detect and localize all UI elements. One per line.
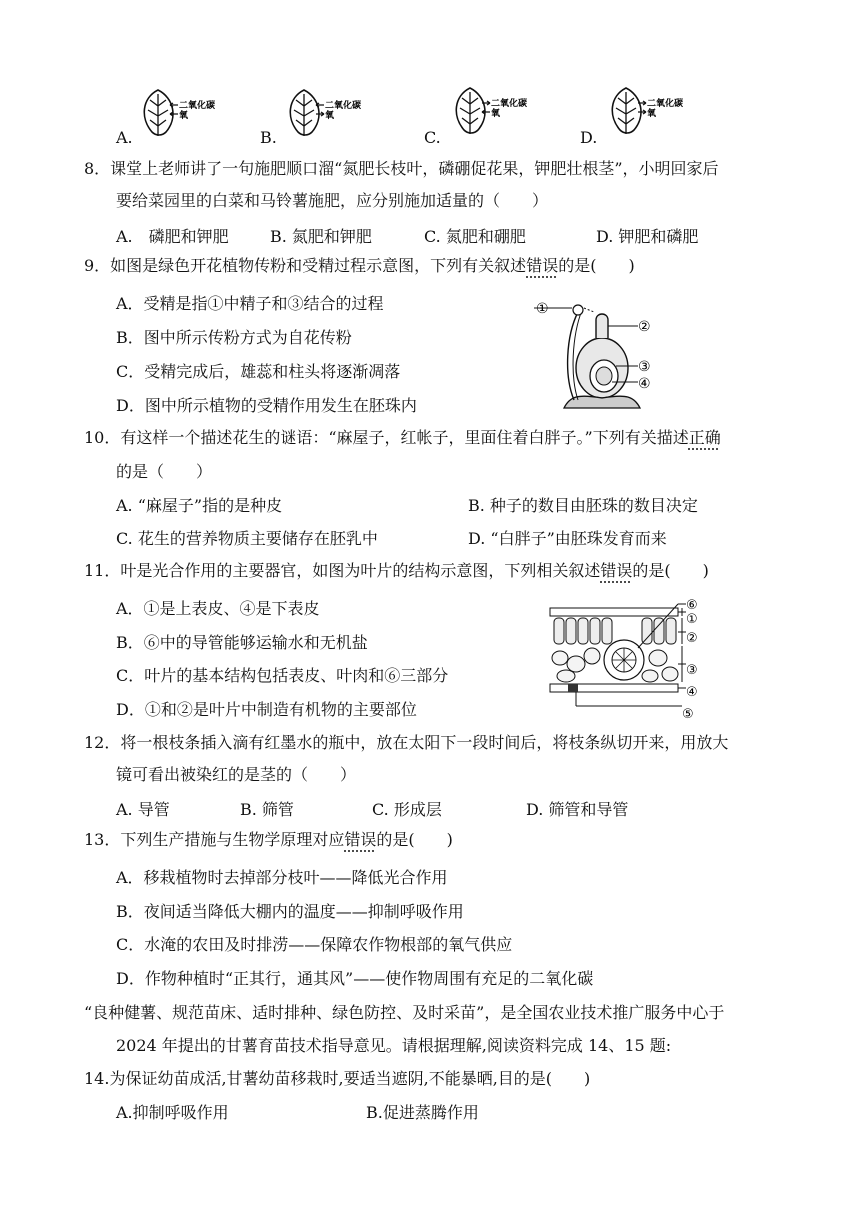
flower-pollination-diagram bbox=[534, 296, 694, 416]
q13-option-b: B．夜间适当降低大棚内的温度——抑制呼吸作用 bbox=[116, 902, 464, 921]
q13-stem-emphasis: 错误 bbox=[344, 830, 377, 849]
q7-option-c: C. bbox=[424, 128, 441, 147]
q10-stem-line1 bbox=[84, 428, 721, 447]
q13-stem bbox=[84, 830, 453, 849]
q14-option-b: B.促进蒸腾作用 bbox=[366, 1103, 479, 1122]
q11-option-d: D．①和②是叶片中制造有机物的主要部位 bbox=[116, 700, 417, 719]
leaf-diagram-c bbox=[450, 86, 540, 136]
leaf-diagram-b bbox=[284, 88, 374, 138]
leaf-diagram-d bbox=[606, 86, 696, 136]
q10-option-a: A. “麻屋子”指的是种皮 bbox=[116, 496, 283, 515]
q12-stem-line1: 12．将一根枝条插入滴有红墨水的瓶中，放在太阳下一段时间后，将枝条纵切开来，用放大 bbox=[84, 733, 729, 752]
q10-stem-a: 10．有这样一个描述花生的谜语：“麻屋子，红帐子，里面住着白胖子。”下列有关描述 bbox=[84, 428, 689, 447]
leaf-c-o2-label: 氧 bbox=[491, 109, 501, 119]
leaf-c-co2-label: 二氧化碳 bbox=[491, 99, 528, 109]
q8-option-b: B. 氮肥和钾肥 bbox=[270, 227, 372, 246]
q9-fig-label-3: ③ bbox=[638, 359, 651, 375]
material-line1: “良种健薯、规范苗床、适时排种、绿色防控、及时采苗”，是全国农业技术推广服务中心于 bbox=[84, 1003, 725, 1022]
q11-stem bbox=[84, 561, 709, 580]
q13-stem-b: 的是( ) bbox=[376, 830, 453, 849]
q9-stem-emphasis: 错误 bbox=[526, 256, 559, 275]
q9-option-d: D．图中所示植物的受精作用发生在胚珠内 bbox=[116, 396, 417, 415]
q13-stem-a: 13．下列生产措施与生物学原理对应 bbox=[84, 830, 345, 849]
leaf-b-o2-label: 氧 bbox=[325, 111, 335, 121]
q8-stem-line2: 要给菜园里的白菜和马铃薯施肥，应分别施加适量的（ ） bbox=[116, 191, 549, 210]
q11-option-b: B．⑥中的导管能够运输水和无机盐 bbox=[116, 633, 368, 652]
q11-fig-label-6: ⑥ bbox=[686, 598, 698, 613]
q11-option-a: A．①是上表皮、④是下表皮 bbox=[116, 599, 320, 618]
q13-option-c: C．水淹的农田及时排涝——保障农作物根部的氧气供应 bbox=[116, 935, 513, 954]
q12-option-d: D. 筛管和导管 bbox=[526, 800, 629, 819]
q8-option-a: A. 磷肥和钾肥 bbox=[116, 227, 229, 246]
q11-fig-label-3: ③ bbox=[686, 663, 698, 678]
q10-stem-emphasis: 正确 bbox=[688, 428, 721, 447]
q9-fig-label-4: ④ bbox=[638, 376, 651, 392]
q11-fig-label-2: ② bbox=[686, 631, 698, 646]
q14-option-a: A.抑制呼吸作用 bbox=[116, 1103, 229, 1122]
leaf-a-co2-label: 二氧化碳 bbox=[179, 101, 216, 111]
leaf-cross-section-diagram bbox=[546, 596, 706, 720]
q9-fig-label-1: ① bbox=[536, 301, 549, 317]
q14-stem: 14.为保证幼苗成活,甘薯幼苗移栽时,要适当遮阴,不能暴晒,目的是( ) bbox=[84, 1069, 591, 1088]
q10-option-b: B. 种子的数目由胚珠的数目决定 bbox=[468, 496, 698, 515]
leaf-b-co2-label: 二氧化碳 bbox=[325, 101, 362, 111]
leaf-a-o2-label: 氧 bbox=[179, 111, 189, 121]
q10-option-d: D. “白胖子”由胚珠发育而来 bbox=[468, 529, 667, 548]
q8-option-c: C. 氮肥和硼肥 bbox=[424, 227, 526, 246]
leaf-d-co2-label: 二氧化碳 bbox=[647, 99, 684, 109]
q13-option-a: A．移栽植物时去掉部分枝叶——降低光合作用 bbox=[116, 868, 448, 887]
q11-stem-a: 11．叶是光合作用的主要器官，如图为叶片的结构示意图，下列相关叙述 bbox=[84, 561, 601, 580]
q10-stem-line2: 的是（ ） bbox=[116, 462, 213, 481]
q12-option-b: B. 筛管 bbox=[240, 800, 294, 819]
leaf-d-o2-label: 氧 bbox=[647, 109, 657, 119]
q11-stem-emphasis: 错误 bbox=[600, 561, 633, 580]
q7-option-a: A. bbox=[116, 128, 133, 147]
q8-option-d: D. 钾肥和磷肥 bbox=[596, 227, 699, 246]
q9-option-a: A．受精是指①中精子和③结合的过程 bbox=[116, 294, 384, 313]
q11-fig-label-1: ① bbox=[686, 612, 698, 627]
q11-fig-label-4: ④ bbox=[686, 685, 698, 700]
leaf-diagram-a bbox=[138, 88, 228, 138]
q9-stem-b: 的是( ) bbox=[558, 256, 635, 275]
material-line2: 2024 年提出的甘薯育苗技术指导意见。请根据理解,阅读资料完成 14、15 题: bbox=[116, 1036, 672, 1055]
q11-stem-b: 的是( ) bbox=[632, 561, 709, 580]
q9-stem-a: 9．如图是绿色开花植物传粉和受精过程示意图，下列有关叙述 bbox=[84, 256, 527, 275]
q12-stem-line2: 镜可看出被染红的是茎的（ ） bbox=[116, 765, 357, 784]
q7-option-d: D. bbox=[580, 128, 598, 147]
q11-fig-label-5: ⑤ bbox=[682, 707, 694, 720]
q10-option-c: C. 花生的营养物质主要储存在胚乳中 bbox=[116, 529, 378, 548]
q12-option-a: A. 导管 bbox=[116, 800, 170, 819]
q9-fig-label-2: ② bbox=[638, 319, 651, 335]
q11-option-c: C．叶片的基本结构包括表皮、叶肉和⑥三部分 bbox=[116, 666, 449, 685]
q12-option-c: C. 形成层 bbox=[372, 800, 442, 819]
q8-stem-line1: 8．课堂上老师讲了一句施肥顺口溜“氮肥长枝叶，磷硼促花果，钾肥壮根茎”，小明回家后 bbox=[84, 159, 719, 178]
q9-option-c: C．受精完成后，雄蕊和柱头将逐渐凋落 bbox=[116, 362, 401, 381]
q7-option-b: B. bbox=[260, 128, 277, 147]
q9-option-b: B．图中所示传粉方式为自花传粉 bbox=[116, 328, 352, 347]
q9-stem bbox=[84, 256, 635, 275]
q13-option-d: D．作物种植时“正其行，通其风”——使作物周围有充足的二氧化碳 bbox=[116, 969, 594, 988]
